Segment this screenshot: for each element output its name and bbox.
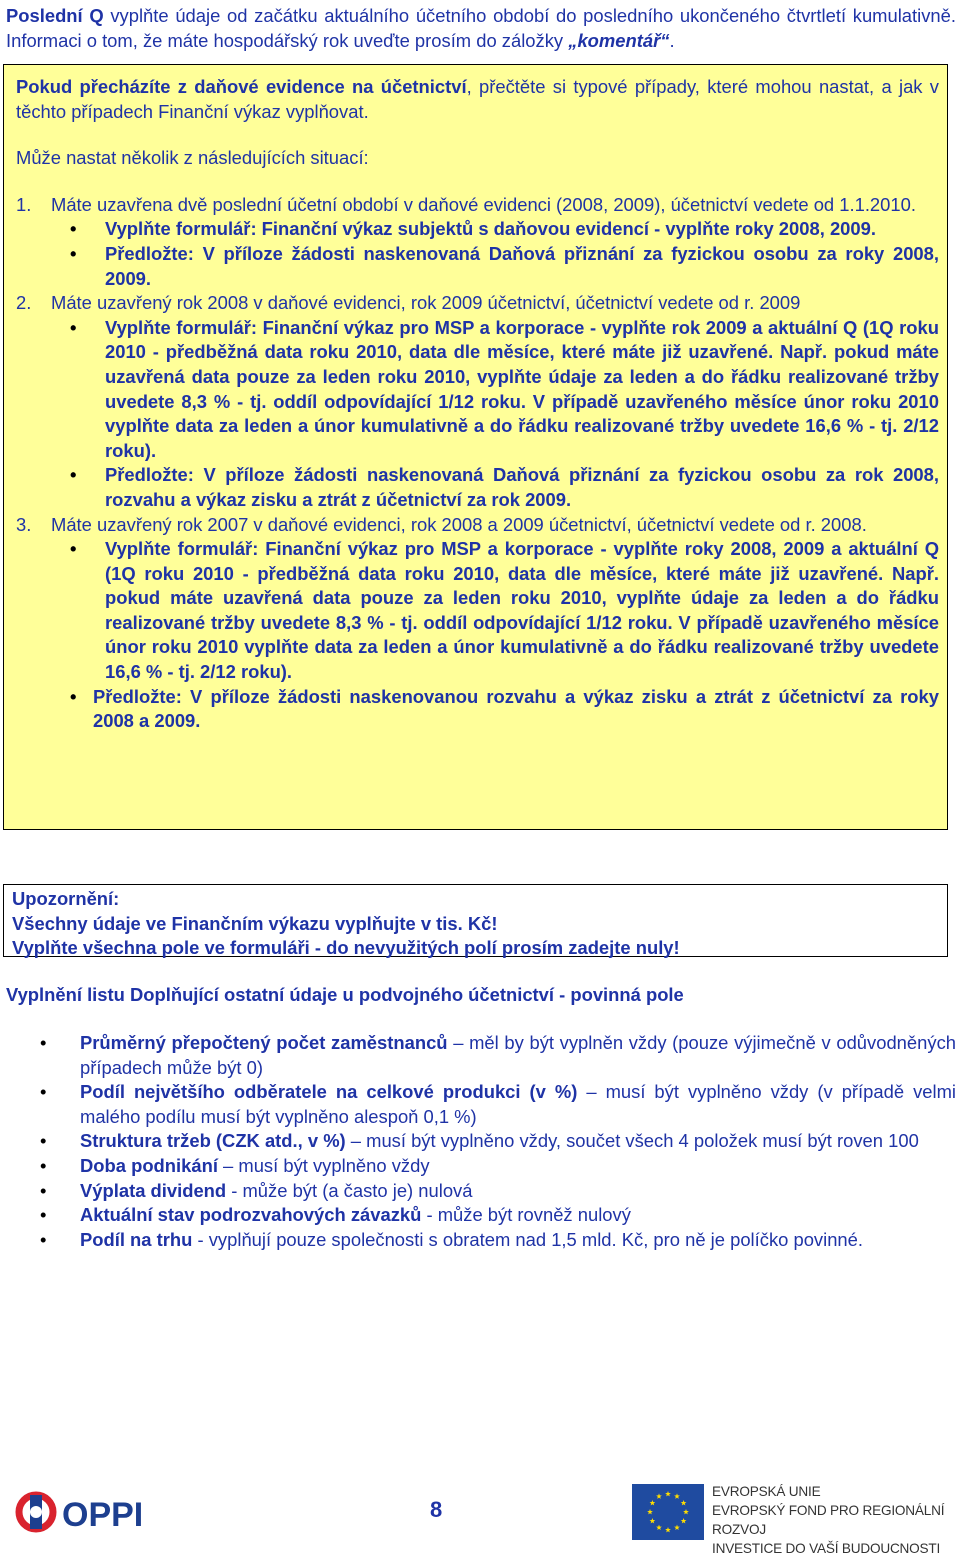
- case-1: [16, 193, 939, 218]
- field-desc: – měl by být vyplněn vždy (pouze výjimečně v odůvodněných případech může být 0): [80, 1032, 956, 1078]
- bullet-icon: •: [40, 1204, 47, 1226]
- list-item: [0, 1154, 956, 1179]
- field-name: Struktura tržeb (CZK atd., v %): [80, 1130, 346, 1152]
- bullet-text: Předložte: V příloze žádosti naskenovanou rozvahu a výkaz zisku a ztrát z účetnictví za roky 2008 a 2009.: [93, 685, 939, 732]
- page-number: 8: [430, 1497, 443, 1522]
- case-1-bullet-2: [16, 242, 939, 291]
- case-number: 3.: [16, 513, 32, 535]
- warning-line-1: Všechny údaje ve Finančním výkazu vyplňujte v tis. Kč!: [12, 912, 498, 934]
- intro-text: vyplňte údaje od začátku aktuálního účetního období do posledního ukončeného čtvrtletí kumulativně. Informaci o tom, že máte hospodářský rok uveďte prosím do záložky: [6, 5, 956, 51]
- case-2-bullet-2: [16, 463, 939, 512]
- box-intro-bold: Pokud přecházíte z daňové evidence na účetnictví: [16, 76, 467, 97]
- case-2-bullet-1: [16, 316, 939, 464]
- bullet-icon: •: [40, 1228, 47, 1250]
- bullet-text: Předložte: V příloze žádosti naskenovaná Daňová přiznání za fyzickou osobu za roky 2008, 2009.: [105, 242, 939, 289]
- intro-paragraph: [6, 4, 956, 53]
- bullet-icon: •: [70, 464, 77, 486]
- bullet-icon: •: [70, 538, 77, 560]
- required-fields-list: [0, 1031, 956, 1252]
- bullet-icon: •: [40, 1130, 47, 1152]
- bullet-icon: •: [40, 1179, 47, 1201]
- eu-funding-text: [712, 1482, 958, 1558]
- list-item: [0, 1031, 956, 1080]
- list-item: [0, 1080, 956, 1129]
- list-item: [0, 1203, 956, 1228]
- eu-line-2: EVROPSKÝ FOND PRO REGIONÁLNÍ ROZVOJ: [712, 1503, 945, 1537]
- case-1-bullet-1: [16, 217, 939, 242]
- case-3-bullet-1: [16, 537, 939, 685]
- eu-line-1: EVROPSKÁ UNIE: [712, 1484, 821, 1499]
- field-desc: - může být (a často je) nulová: [226, 1179, 473, 1201]
- field-desc: - vyplňují pouze společnosti s obratem nad 1,5 mld. Kč, pro ně je políčko povinné.: [192, 1228, 864, 1250]
- field-name: Výplata dividend: [80, 1179, 227, 1201]
- field-desc: – musí být vyplněno vždy: [217, 1154, 430, 1176]
- case-3: [16, 513, 939, 538]
- case-3-bullet-2: [16, 685, 939, 734]
- field-name: Podíl největšího odběratele na celkové produkci (v %): [80, 1081, 578, 1103]
- case-text: Máte uzavřený rok 2007 v daňové evidenci, rok 2008 a 2009 účetnictví, účetnictví vedete od r. 2008.: [51, 513, 867, 535]
- intro-bold-term: Poslední Q: [6, 5, 104, 26]
- field-name: Aktuální stav podrozvahových závazků: [80, 1204, 422, 1226]
- box-situations-lead: Může nastat několik z následujících situací:: [16, 147, 369, 169]
- bullet-text: Předložte: V příloze žádosti naskenovaná Daňová přiznání za fyzickou osobu za rok 2008, rozvahu a výkaz zisku a ztrát z účetnictví za rok 2009.: [105, 464, 939, 510]
- bullet-icon: •: [70, 685, 77, 707]
- warning-box: [3, 884, 948, 957]
- bullet-icon: •: [40, 1081, 47, 1103]
- intro-period: .: [669, 29, 675, 51]
- case-text: Máte uzavřený rok 2008 v daňové evidenci, rok 2009 účetnictví, účetnictví vedete od r. 2009: [51, 292, 801, 314]
- case-2: [16, 291, 939, 316]
- warning-title: Upozornění:: [12, 888, 120, 909]
- field-name: Podíl na trhu: [80, 1228, 193, 1250]
- eu-flag-icon: [632, 1484, 704, 1540]
- list-item: [0, 1129, 956, 1154]
- field-name: Průměrný přepočtený počet zaměstnanců: [80, 1032, 448, 1053]
- section-title: Vyplnění listu Doplňující ostatní údaje u podvojného účetnictví - povinná pole: [6, 984, 684, 1005]
- field-desc: - může být rovněž nulový: [421, 1204, 631, 1226]
- list-item: [0, 1179, 956, 1204]
- bullet-icon: •: [40, 1154, 47, 1176]
- intro-comment-tab: „komentář“: [568, 29, 670, 51]
- field-desc: – musí být vyplněno vždy (v případě velmi malého podílu musí být vyplněno alespoň 0,1 %): [80, 1081, 956, 1127]
- field-name: Doba podnikání: [80, 1154, 218, 1176]
- bullet-icon: •: [40, 1032, 47, 1053]
- warning-line-2: Vyplňte všechna pole ve formuláři - do nevyužitých polí prosím zadejte nuly!: [12, 937, 680, 959]
- field-desc: – musí být vyplněno vždy, součet všech 4 položek musí být roven 100: [345, 1130, 919, 1152]
- oppi-logo-text: OPPI: [62, 1496, 144, 1534]
- case-text: Máte uzavřena dvě poslední účetní období v daňové evidenci (2008, 2009), účetnictví vedete od 1.1.2010.: [51, 193, 916, 215]
- bullet-text: Vyplňte formulář: Finanční výkaz subjektů s daňovou evidencí - vyplňte roky 2008, 2009.: [105, 218, 876, 240]
- oppi-logo-icon: [12, 1486, 172, 1536]
- case-number: 2.: [16, 292, 32, 314]
- box-intro: [16, 75, 939, 124]
- eu-line-3: INVESTICE DO VAŠÍ BUDOUCNOSTI: [712, 1541, 941, 1556]
- bullet-icon: •: [70, 218, 77, 240]
- bullet-text: Vyplňte formulář: Finanční výkaz pro MSP a korporace - vyplňte rok 2009 a aktuální Q (1Q roku 2010 - předběžná data roku 2010, data dle měsíce, které máte již uzavřené. Např. pokud máte uzavřená data pouze za leden roku 2010, vyplňte údaje za leden a do řádku realizované tržby uvedete 8,3 % - tj. oddíl odpovídající 1/12 roku. V případě uzavřeného měsíce únor roku 2010 vyplňte data za leden a únor kumulativně a do řádku realizované tržby uvedete 16,6 % - tj. 2/12 roku).: [105, 316, 939, 461]
- list-item: [0, 1228, 956, 1253]
- bullet-text: Vyplňte formulář: Finanční výkaz pro MSP a korporace - vyplňte roky 2008, 2009 a aktuální Q (1Q roku 2010 - předběžná data roku 2010, data dle měsíce, které máte již uzavřené. Např. pokud máte uzavřená data pouze za leden roku 2010, vyplňte údaje za leden a do řádku realizované tržby uvedete 8,3 % - tj. oddíl odpovídající 1/12 roku. V případě uzavřeného měsíce únor roku 2010 vyplňte data za leden a únor kumulativně a do řádku realizované tržby uvedete 16,6 % - tj. 2/12 roku).: [105, 538, 939, 683]
- transition-cases-box: [3, 64, 948, 830]
- bullet-icon: •: [70, 316, 77, 338]
- case-number: 1.: [16, 193, 32, 215]
- box-intro-rest: , přečtěte si typové případy, které mohou nastat, a jak v těchto případech Finanční výkaz vyplňovat.: [16, 76, 939, 122]
- bullet-icon: •: [70, 242, 77, 264]
